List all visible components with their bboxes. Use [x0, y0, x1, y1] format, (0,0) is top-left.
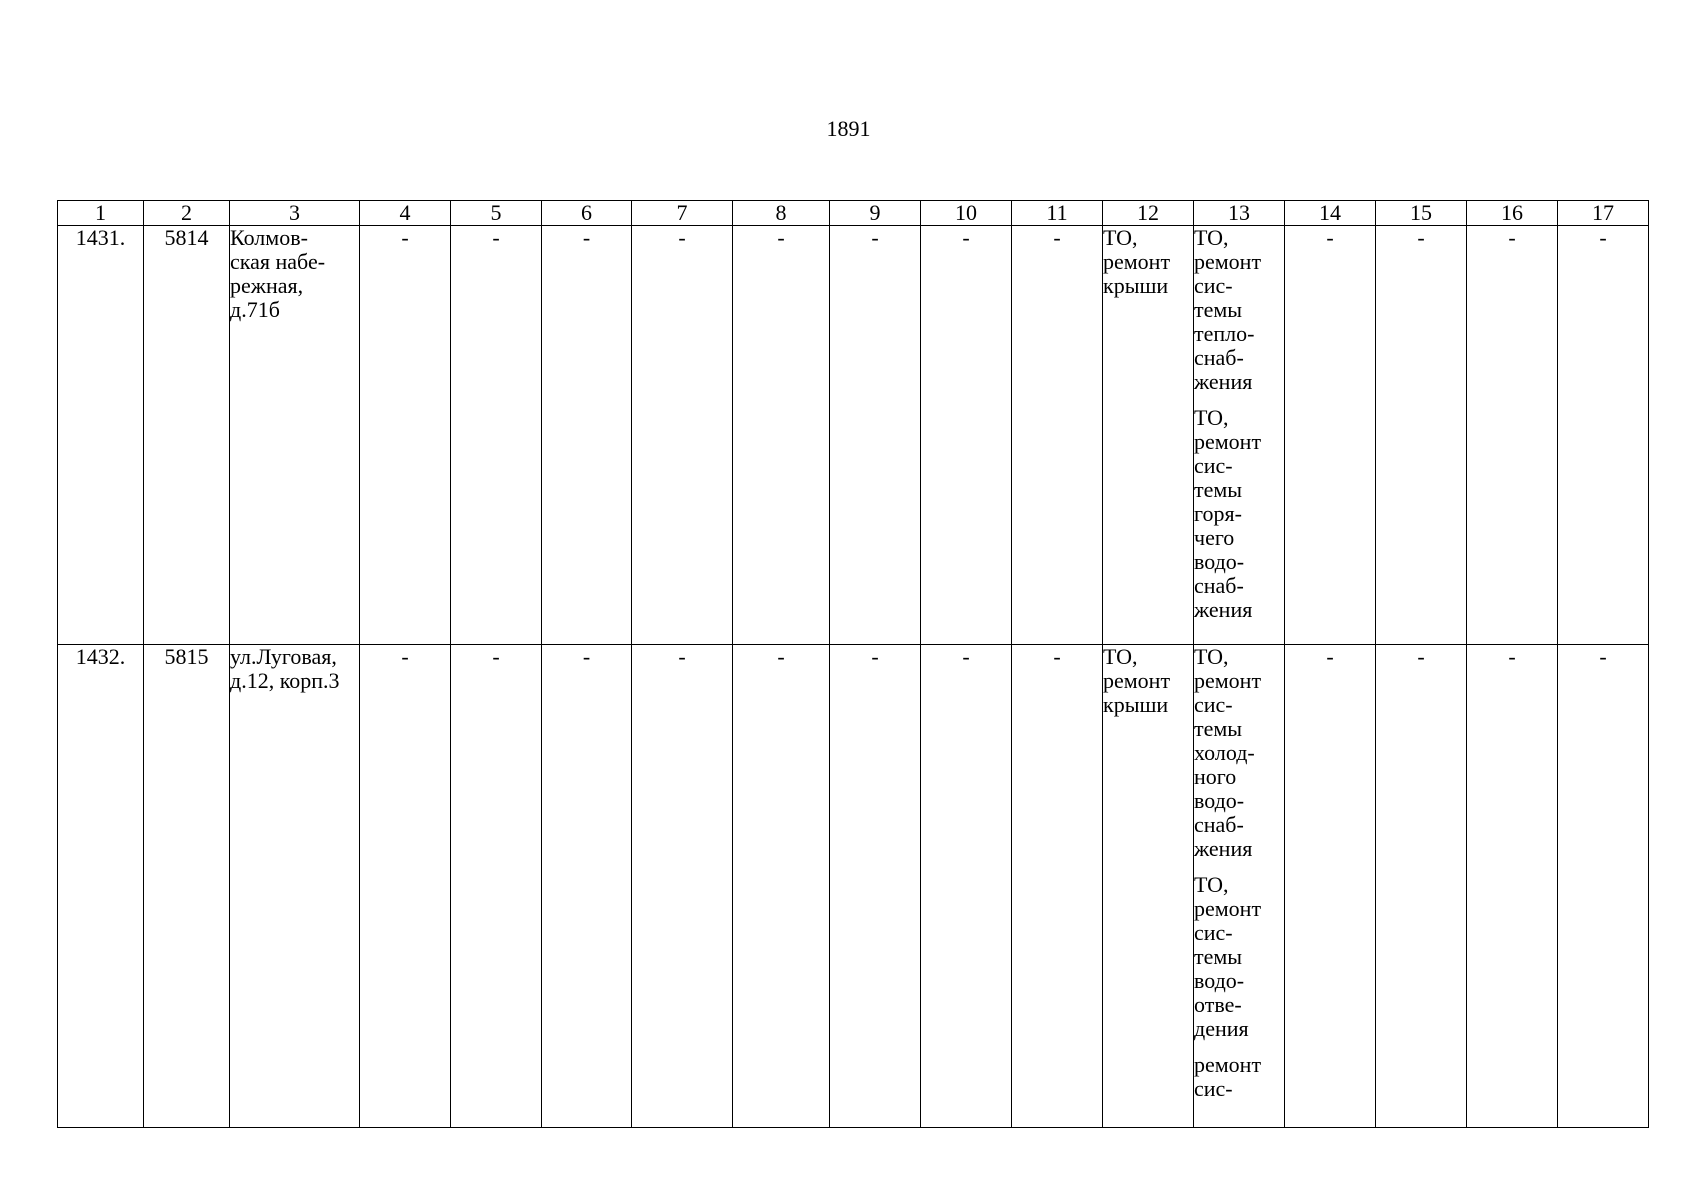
empty-cell: -	[360, 226, 451, 645]
header-cell: 7	[632, 201, 733, 226]
address-line: ская набе-	[230, 249, 326, 274]
work-line: ремонт	[1194, 1052, 1262, 1077]
table-row	[58, 226, 1649, 645]
work-line: ремонт	[1103, 668, 1171, 693]
empty-cell: -	[1285, 645, 1376, 1128]
work-line: ТО,	[1194, 225, 1229, 250]
work-line: ТО,	[1194, 644, 1229, 669]
work-line: темы	[1194, 944, 1243, 969]
work-line: сис-	[1194, 273, 1233, 298]
empty-cell: -	[1285, 226, 1376, 645]
header-cell: 15	[1376, 201, 1467, 226]
work-line: снаб-	[1194, 345, 1244, 370]
header-cell: 2	[144, 201, 230, 226]
work-block	[1194, 406, 1284, 622]
header-cell: 13	[1194, 201, 1285, 226]
work-line: сис-	[1194, 692, 1233, 717]
empty-cell: -	[921, 645, 1012, 1128]
work-line: снаб-	[1194, 812, 1244, 837]
work-line: водо-	[1194, 788, 1245, 813]
empty-cell: -	[542, 226, 632, 645]
work-line: ТО,	[1194, 872, 1229, 897]
empty-cell: -	[542, 645, 632, 1128]
header-cell: 3	[230, 201, 360, 226]
work-cell-12	[1103, 226, 1194, 645]
work-line: темы	[1194, 297, 1243, 322]
empty-cell: -	[451, 645, 542, 1128]
empty-cell: -	[733, 645, 830, 1128]
header-cell: 8	[733, 201, 830, 226]
address-line: ул.Луговая,	[230, 644, 337, 669]
work-line: жения	[1194, 836, 1253, 861]
header-cell: 1	[58, 201, 144, 226]
empty-cell: -	[360, 645, 451, 1128]
empty-cell: -	[1012, 645, 1103, 1128]
empty-cell: -	[1558, 226, 1649, 645]
work-line: ТО,	[1103, 225, 1138, 250]
work-line: жения	[1194, 597, 1253, 622]
header-row	[58, 201, 1649, 226]
empty-cell: -	[632, 645, 733, 1128]
work-line: отве-	[1194, 992, 1242, 1017]
work-block	[1194, 226, 1284, 394]
empty-cell: -	[632, 226, 733, 645]
work-cell-12	[1103, 645, 1194, 1128]
empty-cell: -	[1376, 645, 1467, 1128]
row-number: 1431.	[58, 226, 144, 645]
page-number: 1891	[826, 116, 871, 141]
empty-cell: -	[830, 645, 921, 1128]
empty-cell: -	[1012, 226, 1103, 645]
empty-cell: -	[830, 226, 921, 645]
header-cell: 14	[1285, 201, 1376, 226]
empty-cell: -	[1376, 226, 1467, 645]
work-line: ТО,	[1103, 644, 1138, 669]
address-cell	[230, 226, 360, 645]
work-line: темы	[1194, 716, 1243, 741]
work-line: сис-	[1194, 920, 1233, 945]
work-line: сис-	[1194, 1076, 1233, 1101]
empty-cell: -	[733, 226, 830, 645]
work-line: сис-	[1194, 453, 1233, 478]
header-cell: 17	[1558, 201, 1649, 226]
empty-cell: -	[921, 226, 1012, 645]
empty-cell: -	[1467, 226, 1558, 645]
work-line: ремонт	[1194, 896, 1262, 921]
building-code: 5814	[144, 226, 230, 645]
work-line: водо-	[1194, 968, 1245, 993]
header-cell: 4	[360, 201, 451, 226]
table-row	[58, 645, 1649, 1128]
empty-cell: -	[1558, 645, 1649, 1128]
work-line: водо-	[1194, 549, 1245, 574]
work-block	[1194, 1053, 1284, 1101]
work-line: снаб-	[1194, 573, 1244, 598]
work-line: чего	[1194, 525, 1235, 550]
work-line: ремонт	[1103, 249, 1171, 274]
address-line: режная,	[230, 273, 304, 298]
work-line: крыши	[1103, 273, 1169, 298]
empty-cell: -	[1467, 645, 1558, 1128]
work-line: холод-	[1194, 740, 1255, 765]
work-line: горя-	[1194, 501, 1242, 526]
address-cell	[230, 645, 360, 1128]
work-line: ТО,	[1194, 405, 1229, 430]
header-cell: 12	[1103, 201, 1194, 226]
header-cell: 11	[1012, 201, 1103, 226]
work-cell-13	[1194, 645, 1285, 1128]
work-line: крыши	[1103, 692, 1169, 717]
header-cell: 9	[830, 201, 921, 226]
address-line: д.71б	[230, 297, 280, 322]
work-line: дения	[1194, 1016, 1249, 1041]
repair-schedule-table	[57, 200, 1649, 1128]
work-line: ремонт	[1194, 668, 1262, 693]
work-line: жения	[1194, 369, 1253, 394]
address-line: д.12, корп.3	[230, 668, 340, 693]
work-line: ного	[1194, 764, 1237, 789]
work-line: тепло-	[1194, 321, 1255, 346]
work-line: ремонт	[1194, 429, 1262, 454]
row-number: 1432.	[58, 645, 144, 1128]
building-code: 5815	[144, 645, 230, 1128]
work-block	[1194, 645, 1284, 861]
work-cell-13	[1194, 226, 1285, 645]
header-cell: 6	[542, 201, 632, 226]
header-cell: 5	[451, 201, 542, 226]
address-line: Колмов-	[230, 225, 308, 250]
work-line: темы	[1194, 477, 1243, 502]
work-line: ремонт	[1194, 249, 1262, 274]
work-block	[1194, 873, 1284, 1041]
empty-cell: -	[451, 226, 542, 645]
header-cell: 10	[921, 201, 1012, 226]
header-cell: 16	[1467, 201, 1558, 226]
